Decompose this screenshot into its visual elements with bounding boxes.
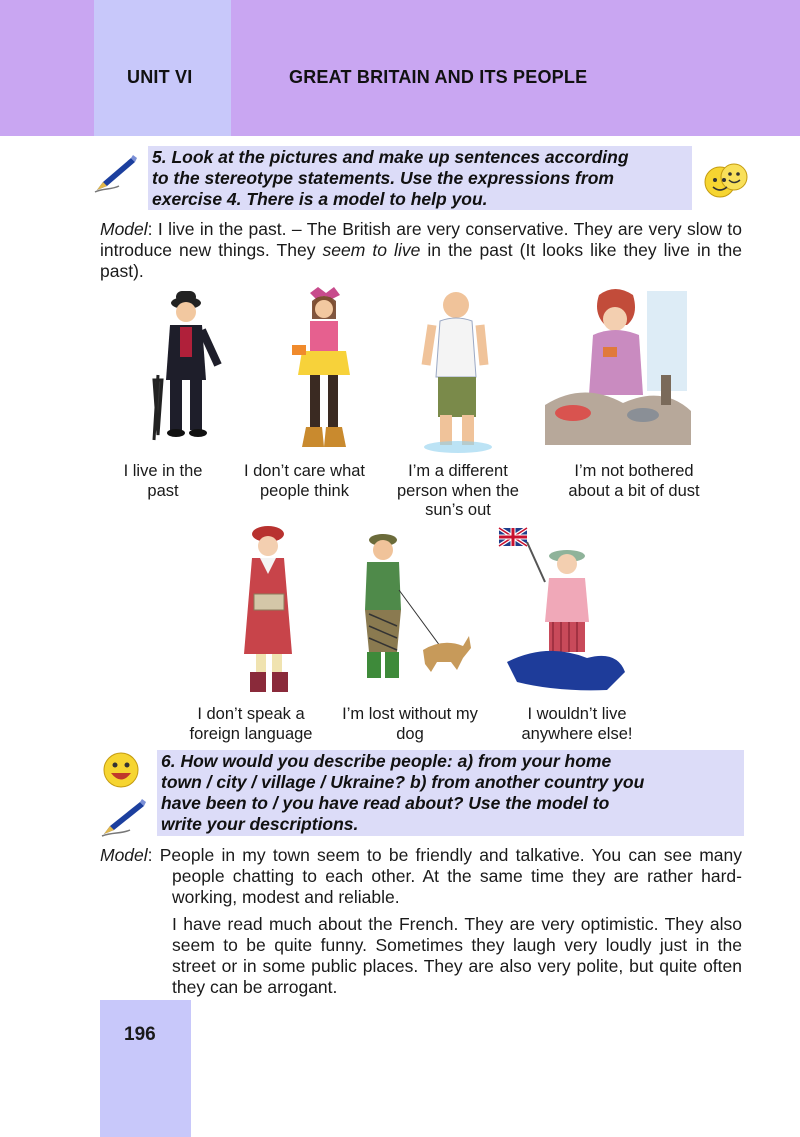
- ex6-line-2: town / city / village / Ukraine? b) from another country you: [161, 772, 645, 792]
- unit-label: UNIT VI: [127, 67, 193, 87]
- caption-no-foreign-language: I don’t speak a foreign language: [189, 705, 313, 743]
- page-title: GREAT BRITAIN AND ITS PEOPLE: [289, 67, 588, 87]
- caption-not-bothered-dust: I’m not bothered about a bit of dust: [568, 462, 700, 500]
- ex6-line-4: write your descriptions.: [161, 814, 359, 834]
- lady-union-flag-icon: [497, 522, 627, 697]
- man-walking-dog-icon: [353, 530, 473, 690]
- woman-messy-kitchen-icon: [543, 285, 693, 455]
- model-label-2: Model: [100, 845, 148, 865]
- ex5-line-2: to the stereotype statements. Use the expressions from: [152, 168, 614, 188]
- laughing-smiley-icon: [100, 750, 142, 790]
- page-number: 196: [124, 1024, 156, 1045]
- ex6-line-1: 6. How would you describe people: a) from your home: [161, 751, 612, 771]
- model-text: : I live in the past. – The British are very conservative. They are very slow to introduce new things. They: [100, 219, 742, 260]
- ex5-line-3: exercise 4. There is a model to help you.: [152, 189, 488, 209]
- exercise-5-instruction: [148, 146, 692, 210]
- model-text-end: in the past (It looks like they live in the past).: [100, 240, 743, 281]
- smiley-faces-icon: [702, 160, 752, 200]
- gentleman-umbrella-icon: [140, 285, 230, 450]
- model-emphasis: seem to live: [322, 240, 421, 260]
- caption-live-nowhere-else: I wouldn’t live anywhere else!: [521, 705, 633, 743]
- woman-handbag-icon: [238, 522, 302, 697]
- caption-lost-without-dog: I’m lost without my dog: [342, 705, 478, 743]
- exercise-6-instruction: [157, 750, 744, 836]
- punk-girl-icon: [288, 285, 360, 455]
- caption-dont-care: I don’t care what people think: [243, 462, 366, 500]
- exercise-6-model: [100, 845, 742, 908]
- man-sunbathing-icon: [418, 285, 496, 455]
- ex6-line-3: have been to / you have read about? Use the model to: [161, 793, 610, 813]
- exercise-5-model: [100, 219, 742, 282]
- model-paragraph-2: I have read much about the French. They are very optimistic. They also seem to be quite funny. Sometimes they laugh very loudly just in the street or in some public places. They are also very polite, but quite often they can be arrogant.: [172, 914, 742, 997]
- caption-live-in-past: I live in the past: [123, 462, 203, 500]
- model-paragraph-1: : People in my town seem to be friendly and talkative. You can see many people chatting to each other. At the same time they are rather hard-working, modest and reliable.: [147, 845, 742, 907]
- ex5-line-1: 5. Look at the pictures and make up sentences according: [152, 147, 629, 167]
- model-label: Model: [100, 219, 148, 239]
- page-number-tab: [100, 1000, 191, 1137]
- caption-different-person: I’m a different person when the sun’s out: [396, 462, 519, 519]
- pen-icon: [93, 152, 139, 194]
- pen-icon-2: [100, 796, 150, 838]
